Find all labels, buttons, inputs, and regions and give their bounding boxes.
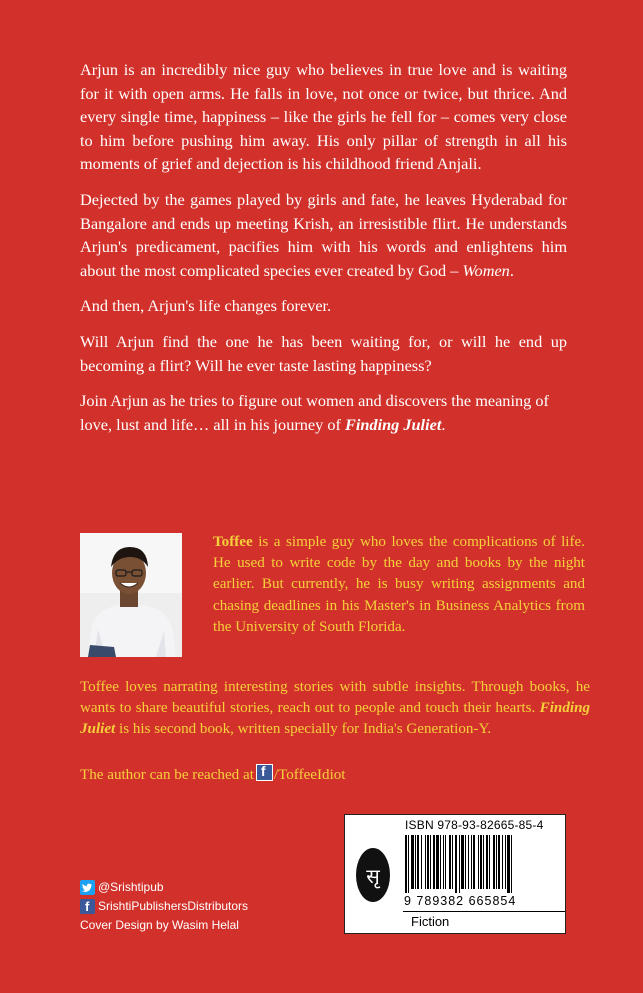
barcode-bar	[471, 835, 472, 889]
barcode-bar	[459, 835, 460, 893]
blurb-p2-end: .	[509, 260, 514, 280]
blurb-paragraph-3: And then, Arjun's life changes forever.	[80, 296, 332, 316]
barcode-bar	[408, 835, 409, 893]
barcode-bar	[405, 835, 407, 893]
barcode-bar	[468, 835, 469, 889]
barcode-bar	[507, 835, 510, 893]
isbn-digits: 9 789382 665854	[404, 894, 517, 908]
genre-label: Fiction	[411, 914, 450, 929]
twitter-handle: @Srishtipub	[98, 880, 164, 894]
author-contact	[80, 764, 480, 786]
blurb-paragraph-1: Arjun is an incredibly nice guy who believes in true love and is waiting for it with open arms. He falls in love, not once or twice, but thrice. And every single time, happiness – like the girls he fell for – comes very close to him before pushing him away. His only pillar of strength in all his moments of grief and dejection is his childhood friend Anjali.	[80, 60, 567, 174]
author-contact-handle: /ToffeeIdiot	[273, 767, 346, 783]
barcode-bar	[440, 835, 441, 889]
barcode-bar	[433, 835, 435, 889]
author-more-text: Toffee loves narrating interesting stories with subtle insights. Through books, he wants to share beautiful stories, reach out to people and touch their hearts.	[80, 679, 590, 717]
barcode-bar	[465, 835, 466, 889]
facebook-page-row	[80, 899, 248, 914]
cover-credit	[80, 918, 239, 933]
blurb-paragraph-2	[80, 188, 567, 282]
blurb-paragraph-4: Will Arjun find the one he has been waiting for, or will he end up becoming a flirt? Will he ever taste lasting happiness?	[80, 331, 567, 375]
barcode-bar	[480, 835, 482, 889]
author-photo	[80, 533, 182, 657]
blurb-p2-text: Dejected by the games played by girls and fate, he leaves Hyderabad for Bangalore and ends up meeting Krish, an irresistible flirt. He understands Arjun's predicament, pacifies him with his words and enlightens him about the most complicated species ever created by God –	[80, 189, 567, 280]
twitter-icon	[80, 880, 95, 895]
barcode-bar	[489, 835, 490, 889]
author-name: Toffee	[213, 534, 253, 550]
twitter-handle-row	[80, 880, 164, 895]
barcode-bar	[445, 835, 446, 889]
barcode-bar	[511, 835, 512, 893]
barcode-bar	[473, 835, 475, 889]
barcode-bar	[425, 835, 426, 889]
author-more	[80, 677, 590, 741]
isbn-label: ISBN 978-93-82665-85-4	[405, 818, 544, 832]
author-more-text-2: is his second book, written specially for India's Generation-Y.	[119, 721, 492, 738]
author-bio-text: is a simple guy who loves the complications of life. He used to write code by the day and books by the night earlier. But currently, he is busy writing assignments and chasing deadlines in his Master's in Business Analytics from the University of South Florida.	[213, 534, 585, 635]
blurb-p5-end: .	[441, 414, 446, 434]
publisher-logo-glyph: सृ	[366, 864, 380, 888]
barcode-bar	[486, 835, 488, 889]
barcode-bar	[417, 835, 419, 889]
blurb-p5-title: Finding Juliet	[344, 414, 442, 434]
back-cover-blurb	[80, 58, 567, 448]
barcode-bar	[461, 835, 464, 889]
barcode-bar	[505, 835, 506, 889]
author-bio	[213, 532, 585, 638]
barcode-bar	[427, 835, 429, 889]
publisher-logo	[353, 845, 393, 910]
barcode-bar	[421, 835, 422, 889]
facebook-icon	[256, 764, 273, 781]
blurb-p2-emphasis: Women	[462, 260, 510, 280]
barcode-bar	[452, 835, 453, 889]
barcode-bar	[502, 835, 503, 889]
blurb-paragraph-5	[80, 389, 567, 436]
barcode-bar	[498, 835, 500, 889]
barcode-bar	[478, 835, 479, 889]
barcode-bar	[449, 835, 451, 889]
barcode-bar	[455, 835, 457, 893]
barcode-bar	[436, 835, 439, 889]
blurb-p5-text: Join Arjun as he tries to figure out women and discovers the meaning of love, lust and life… all in his journey of	[80, 391, 549, 434]
barcode-panel	[344, 814, 566, 934]
barcode-bar	[493, 835, 495, 889]
author-book-title: Finding Juliet	[80, 700, 591, 738]
cover-credit-text: Cover Design by Wasim Helal	[80, 918, 239, 932]
facebook-page: SrishtiPublishersDistributors	[98, 899, 249, 913]
barcode-bars	[404, 835, 560, 893]
barcode-bar	[415, 835, 416, 889]
author-contact-prefix: The author can be reached at	[80, 767, 254, 783]
barcode-bar	[411, 835, 414, 889]
barcode-bar	[430, 835, 431, 889]
barcode-bar	[496, 835, 497, 889]
barcode-bar	[483, 835, 484, 889]
facebook-icon	[80, 899, 95, 914]
barcode-bar	[443, 835, 444, 889]
genre-divider	[403, 911, 565, 912]
